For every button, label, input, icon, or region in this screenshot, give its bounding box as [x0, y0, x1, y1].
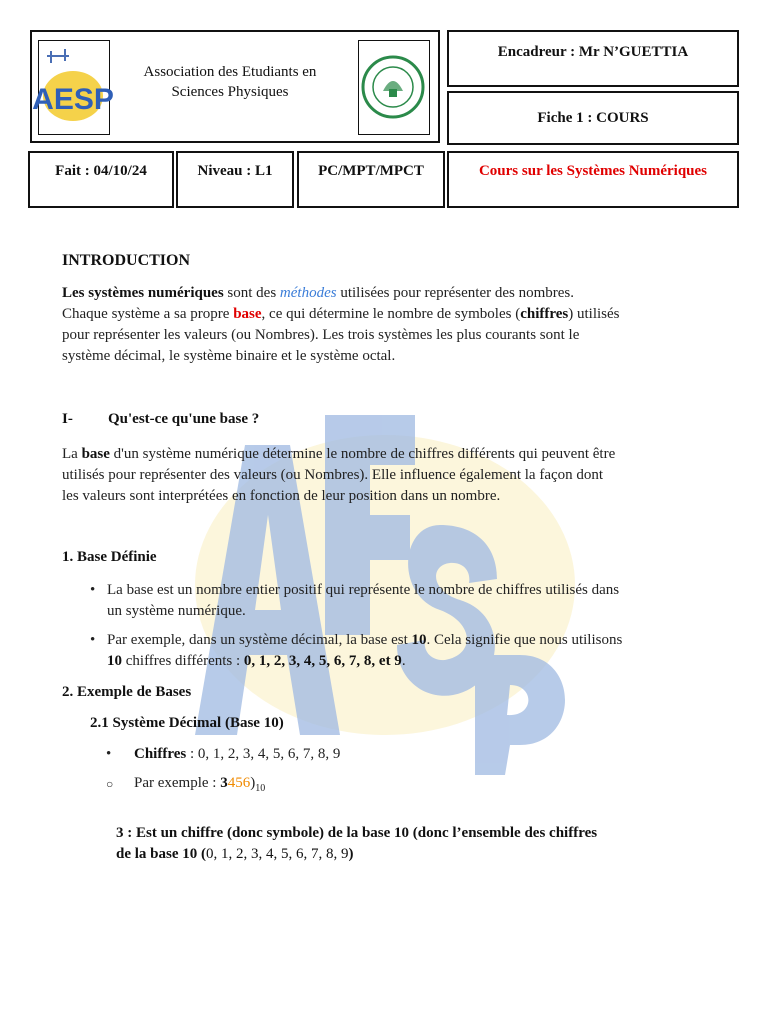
- circle-bullet-icon: ○: [106, 777, 114, 791]
- list-text: . Cela signifie que nous utilisons: [426, 632, 623, 648]
- fiche-text: Fiche 1 : COURS: [537, 109, 649, 126]
- base-definie-heading: 1. Base Définie: [62, 549, 157, 565]
- list-item-line: [107, 651, 712, 672]
- example-digit-3: 3: [220, 775, 228, 791]
- document-body: [62, 250, 712, 865]
- digit-note-line2: [116, 844, 712, 865]
- list-item: [90, 630, 712, 672]
- section1-line3: les valeurs sont interprétées en fonction de leur position dans un nombre.: [62, 488, 501, 504]
- filiere-text: PC/MPT/MPCT: [318, 163, 424, 179]
- digit-note-close: ): [348, 846, 354, 862]
- encadreur-text: Encadreur : Mr N’GUETTIA: [497, 44, 689, 60]
- digit-note-line1: 3 : Est un chiffre (donc symbole) de la base 10 (donc l’ensemble des chiffres: [116, 825, 598, 841]
- section1-heading: [62, 409, 712, 430]
- intro-text: Chaque système a sa propre: [62, 306, 234, 322]
- list-bold: 10: [107, 653, 122, 669]
- exemple-bases-heading: 2. Exemple de Bases: [62, 684, 192, 700]
- example-digit-6: 6: [242, 775, 251, 791]
- association-line2: Sciences Physiques: [171, 84, 289, 100]
- example-base-subscript: 10: [255, 783, 266, 794]
- encadreur-box: [447, 30, 739, 87]
- decimal-subheading: 2.1 Système Décimal (Base 10): [90, 715, 284, 731]
- chiffres-label: Chiffres: [134, 746, 187, 762]
- intro-text: sont des: [223, 285, 280, 301]
- niveau-box: [176, 151, 294, 208]
- bullet-icon: •: [106, 746, 112, 762]
- base-definie-list: [90, 580, 712, 672]
- list-text: .: [401, 653, 406, 669]
- filiere-box: [297, 151, 445, 208]
- section1-title: Qu'est-ce qu'une base ?: [108, 411, 260, 427]
- example-label: Par exemple :: [134, 775, 221, 791]
- digit-note: [116, 823, 712, 865]
- list-item: [106, 773, 712, 799]
- intro-text: , ce qui détermine le nombre de symboles (: [261, 306, 521, 322]
- niveau-text: Niveau : L1: [197, 163, 273, 179]
- intro-line1: [62, 283, 712, 304]
- university-seal-frame: [358, 40, 430, 135]
- list-text: chiffres différents :: [122, 653, 244, 669]
- bullet-icon: •: [90, 632, 96, 648]
- example-digit-4: 4: [227, 775, 236, 791]
- decimal-list: [106, 744, 712, 799]
- header-left-box: [30, 30, 440, 143]
- section1-text: La: [62, 446, 82, 462]
- section1-line2: utilisés pour représenter des valeurs (ou Nombres). Elle influence également la façon dont: [62, 467, 604, 483]
- university-seal-icon: [359, 41, 428, 133]
- section1-text: d'un système numérique détermine le nombre de chiffres différents qui peuvent être: [109, 446, 616, 462]
- aesp-logo-icon: [32, 41, 114, 133]
- intro-heading: INTRODUCTION: [62, 252, 191, 269]
- intro-line4: système décimal, le système binaire et le système octal.: [62, 348, 396, 364]
- intro-line2: [62, 304, 712, 325]
- digit-note-values: 0, 1, 2, 3, 4, 5, 6, 7, 8, 9: [206, 846, 349, 862]
- section1-line1: [62, 444, 712, 465]
- chiffres-values: : 0, 1, 2, 3, 4, 5, 6, 7, 8, 9: [186, 746, 341, 762]
- intro-line3: pour représenter les valeurs (ou Nombres). Les trois systèmes les plus courants sont le: [62, 327, 580, 343]
- date-text: Fait : 04/10/24: [55, 163, 147, 179]
- date-box: [28, 151, 174, 208]
- list-item: [90, 580, 712, 622]
- list-item: [106, 744, 712, 765]
- list-bold: 10: [411, 632, 427, 648]
- aesp-logo-frame: [32, 40, 114, 135]
- association-name: [120, 62, 340, 102]
- course-title-text: Cours sur les Systèmes Numériques: [478, 163, 708, 179]
- section1-number: I-: [62, 411, 73, 427]
- example-close: ): [250, 775, 256, 791]
- association-line1: Association des Etudiants en: [143, 64, 317, 80]
- section1-base: base: [81, 446, 110, 462]
- example-digit-5: 5: [235, 775, 243, 791]
- intro-term: Les systèmes numériques: [62, 285, 224, 301]
- intro-text: utilisées pour représenter des nombres.: [336, 285, 575, 301]
- intro-base: base: [233, 306, 262, 322]
- list-bold: 0, 1, 2, 3, 4, 5, 6, 7, 8, et 9: [243, 653, 402, 669]
- list-item-line: La base est un nombre entier positif qui représente le nombre de chiffres utilisés dans: [107, 582, 620, 598]
- fiche-box: [447, 91, 739, 145]
- course-title-box: [447, 151, 739, 208]
- intro-text: ) utilisés: [568, 306, 620, 322]
- list-item-line: [107, 630, 712, 651]
- aesp-logo-text: AESP: [32, 83, 114, 116]
- digit-note-bold: de la base 10 (: [116, 846, 206, 862]
- list-text: Par exemple, dans un système décimal, la base est: [107, 632, 412, 648]
- list-item-line: un système numérique.: [107, 603, 246, 619]
- intro-chiffres: chiffres: [520, 306, 569, 322]
- intro-methodes: méthodes: [279, 285, 337, 301]
- bullet-icon: •: [90, 582, 96, 598]
